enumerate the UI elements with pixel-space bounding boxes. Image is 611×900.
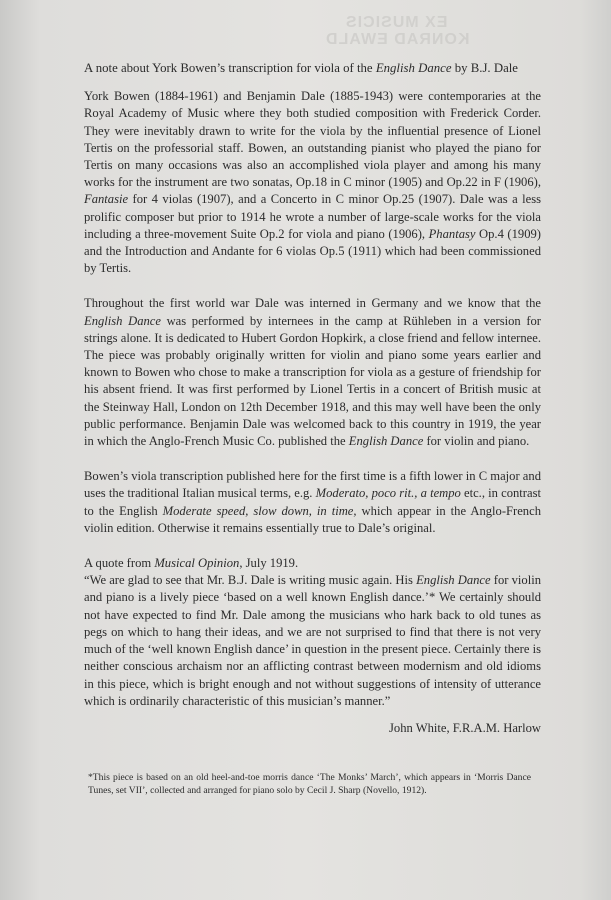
para3-italic-2: Moderate speed, slow down, in time, <box>162 503 357 518</box>
para3-text-2: etc., in contrast to the English <box>84 486 541 518</box>
quote-italic-1: English Dance <box>416 573 491 588</box>
article-body <box>84 60 541 797</box>
para2-italic-1: English Dance <box>84 313 161 328</box>
heading-prefix: A note about York Bowen’s transcription for viola of the <box>84 61 376 75</box>
quote-text-2: for violin and piano is a lively piece ‘based on a well known English dance.’* We certainly should not have expected to find Mr. Dale among the musicians who hark back to old tunes as pegs on which to hang their ideas, and we are not surprised to find that there is not very much of the ‘well known English dance’ in question in the present piece. Certainly there is neither conscious archaism nor an afflicting contrast between modernism and old idioms in this piece, which is bright enough and not without suggestions of intensity of utterance which is ordinarily characteristic of this musician’s manner.” <box>84 573 541 708</box>
para1-text-2: for 4 violas (1907), and a Concerto in C minor Op.25 (1907). Dale was a less prolific composer but prior to 1914 he wrote a number of large-scale works for the viola including a three-movement Suite Op.2 for viola and piano (1906), <box>84 192 541 241</box>
article-heading <box>84 60 541 77</box>
quote-intro-prefix: A quote from <box>84 556 155 571</box>
footnote: *This piece is based on an old heel-and-toe morris dance ‘The Monks’ March’, which appears in ‘Morris Dance Tunes, set VII’, collected and arranged for piano solo by Cecil J. Sharp (Novello, 1912). <box>88 772 531 797</box>
quote-source: Musical Opinion <box>154 556 240 571</box>
para1-italic-1: Fantasie <box>84 192 129 207</box>
para2-text-3: for violin and piano. <box>423 434 530 449</box>
paragraph-2 <box>84 295 541 450</box>
para3-text-3: which appear in the Anglo-French violin edition. Otherwise it remains essentially true to Dale’s original. <box>84 503 541 535</box>
para2-text-1: Throughout the first world war Dale was interned in Germany and we know that the <box>84 296 541 311</box>
quote-block <box>84 572 541 710</box>
para1-text-3: Op.4 (1909) and the Introduction and Andante for 6 violas Op.5 (1911) which had been commissioned by Tertis. <box>84 226 541 276</box>
para1-italic-2: Phantasy <box>428 226 476 241</box>
bleed-line-1: EX MUSICIS <box>345 14 448 31</box>
quote-intro <box>84 555 541 572</box>
heading-suffix: by B.J. Dale <box>451 61 518 75</box>
para3-italic-1: Moderato, poco rit., a tempo <box>315 486 461 501</box>
paragraph-3 <box>84 468 541 537</box>
para3-text-1: Bowen’s viola transcription published here for the first time is a fifth lower in C major and uses the traditional Italian musical terms, e.g. <box>84 469 541 501</box>
para1-text-1: York Bowen (1884-1961) and Benjamin Dale (1885-1943) were contemporaries at the Royal Academy of Music where they both studied composition with Frederick Corder. They were inevitably drawn to write for the viola by the influential presence of Lionel Tertis on the professorial staff. Bowen, an outstanding pianist who played the piano for Tertis on many occasions was also an accomplished viola player and among his many works for the instrument are two sonatas, Op.18 in C minor (1905) and Op.22 in F (1906), <box>84 89 541 190</box>
author-signature: John White, F.R.A.M. Harlow <box>389 720 541 735</box>
paragraph-1 <box>84 88 541 277</box>
heading-title: English Dance <box>375 61 452 75</box>
bleed-line-2: KONRAD EWALD <box>325 31 470 48</box>
para2-text-2: was performed by internees in the camp at Rühleben in a version for strings alone. It is dedicated to Hubert Gordon Hopkirk, a close friend and fellow internee. The piece was probably originally written for violin and piano some years earlier and known to Bowen who chose to make a transcription for viola as a gesture of friendship for his absent friend. It was first performed by Lionel Tertis in a concert of British music at the Steinway Hall, London on 12th December 1918, and this may well have been the only public performance. Benjamin Dale was welcomed back to this country in 1919, the year in which the Anglo-French Music Co. published the <box>84 313 541 449</box>
quote-text-1: “We are glad to see that Mr. B.J. Dale is writing music again. His <box>84 573 417 588</box>
quote-intro-suffix: , July 1919. <box>239 556 299 571</box>
para2-italic-2: English Dance <box>348 434 424 449</box>
